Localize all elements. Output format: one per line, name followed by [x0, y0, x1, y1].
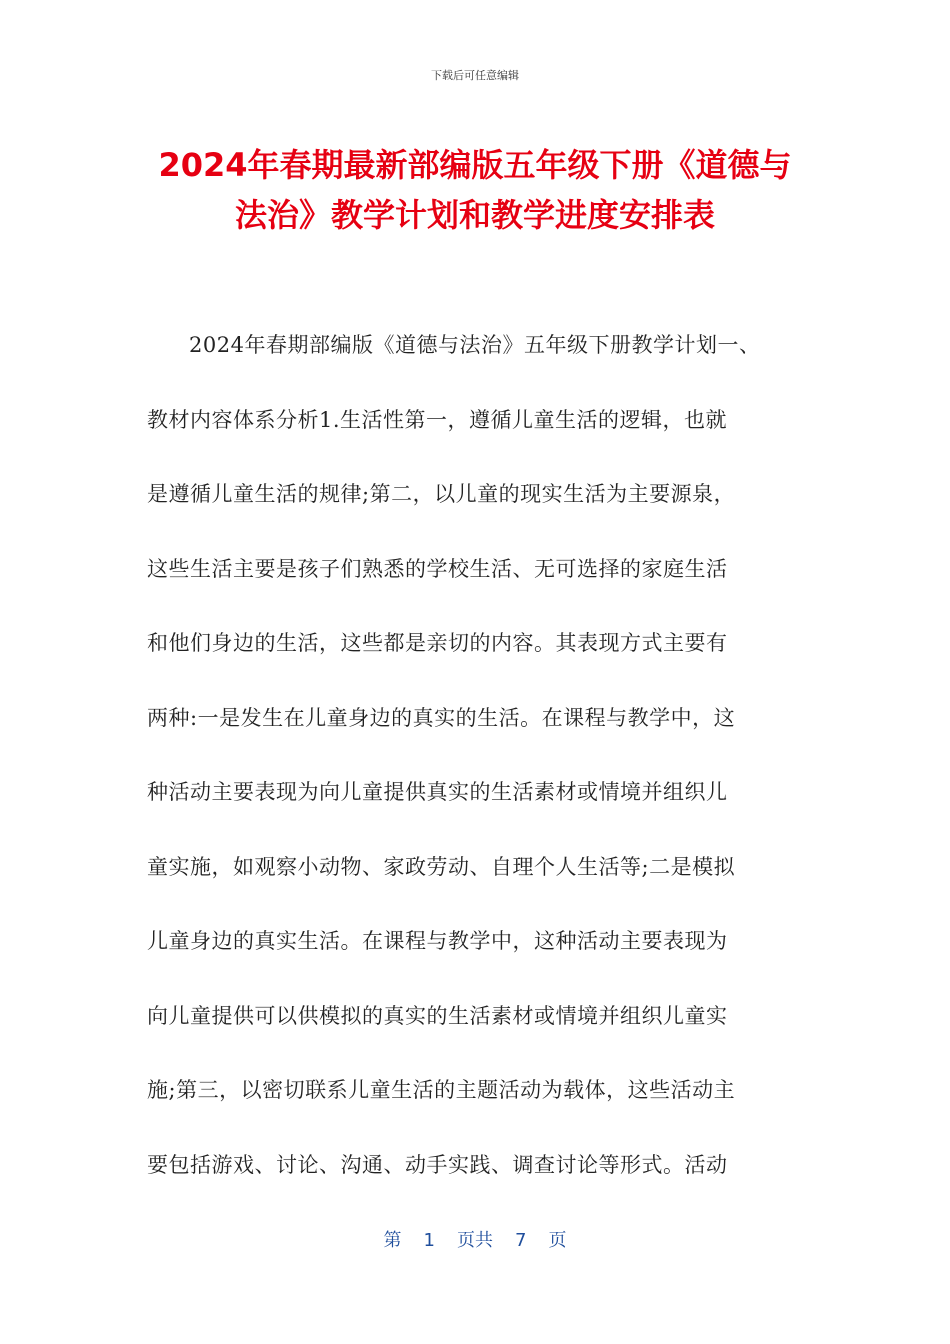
- body-line: 两种:一是发生在儿童身边的真实的生活。在课程与教学中，这: [147, 705, 736, 730]
- body-line: 和他们身边的生活，这些都是亲切的内容。其表现方式主要有: [147, 631, 728, 655]
- title-line-2: 法治》教学计划和教学进度安排表: [234, 196, 715, 234]
- footer-middle: 页共: [457, 1230, 493, 1251]
- footer-prefix: 第: [383, 1230, 402, 1251]
- body-line: 这些生活主要是孩子们熟悉的学校生活、无可选择的家庭生活: [147, 556, 728, 581]
- body-line: 儿童身边的真实生活。在课程与教学中，这种活动主要表现为: [147, 929, 728, 953]
- body-line: 要包括游戏、讨论、沟通、动手实践、调查讨论等形式。活动: [147, 1152, 728, 1177]
- footer-page-number: 1: [423, 1230, 435, 1251]
- body-line: 教材内容体系分析1.生活性第一，遵循儿童生活的逻辑，也就: [147, 407, 728, 432]
- body-line: 是遵循儿童生活的规律;第二，以儿童的现实生活为主要源泉，: [147, 482, 736, 506]
- footer-total-pages: 7: [515, 1230, 527, 1251]
- title-line-1: 2024年春期最新部编版五年级下册《道德与: [158, 146, 792, 184]
- body-line: 向儿童提供可以供模拟的真实的生活素材或情境并组织儿童实: [147, 1003, 728, 1028]
- page-footer: [0, 1226, 950, 1252]
- footer-suffix: 页: [548, 1230, 567, 1251]
- body-line: 童实施，如观察小动物、家政劳动、自理个人生活等;二是模拟: [147, 854, 736, 879]
- document-title: [100, 140, 850, 240]
- body-line: 2024年春期部编版《道德与法治》五年级下册教学计划一、: [189, 333, 761, 357]
- body-line: 施;第三，以密切联系儿童生活的主题活动为载体，这些活动主: [147, 1078, 736, 1102]
- body-line: 种活动主要表现为向儿童提供真实的生活素材或情境并组织儿: [147, 780, 728, 804]
- body-paragraph: [147, 320, 807, 1214]
- header-note: 下载后可任意编辑: [431, 69, 519, 82]
